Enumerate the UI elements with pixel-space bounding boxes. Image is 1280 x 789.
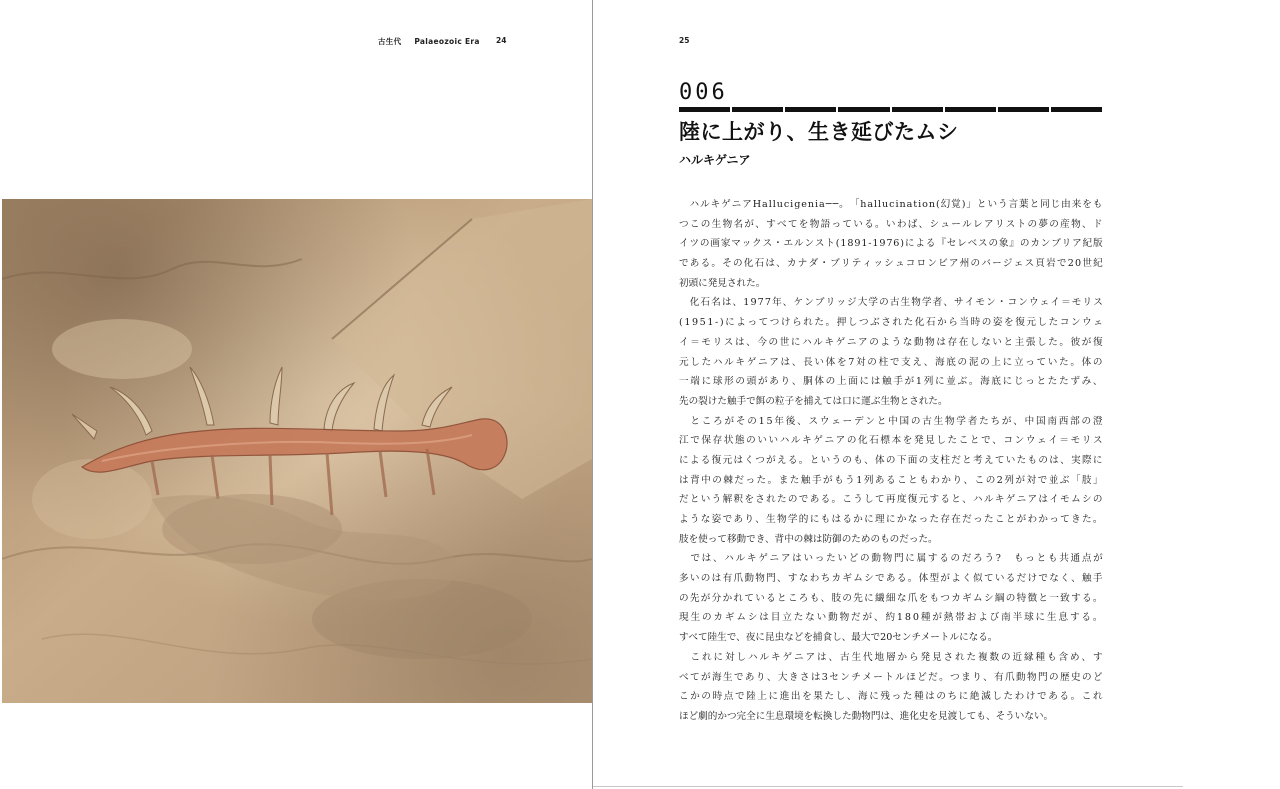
page-number-right: 25 — [679, 36, 690, 45]
body-line: ( 1 9 5 1 - ) に よ っ て つ け ら れ た 。 押 し つ ぶ さ れ た 化 石 か ら 当 時 の 姿 を 復 元 し た コ ン ウ ェ — [679, 317, 1103, 329]
body-line: 化 石 名 は 、 1 9 7 7 年 、 ケ ン ブ リ ッ ジ 大 学 の 古 生 物 学 者 、 サ イ モ ン ・ コ ン ウ ェ イ ＝ モ リ ス — [689, 297, 1103, 309]
body-line-text: すべて陸生で、夜に昆虫などを捕食し、最大で20センチメートルになる。 — [679, 632, 998, 644]
body-line: の 先 が 分 か れ て い る と こ ろ も 、 肢 の 先 に 繊 細 な 爪 を も つ カ ギ ム シ 綱 の 特 徴 と 一 致 す る 。 — [679, 592, 1103, 604]
body-line-text: 肢を使って移動でき、背中の棘は防御のためのものだった。 — [679, 533, 938, 545]
article-number: 006 — [679, 80, 728, 105]
body-line — [679, 274, 1103, 294]
body-line — [679, 392, 1103, 412]
body-line-text: 先の裂けた触手で餌の粒子を捕えては口に運ぶ生物とされた。 — [679, 395, 948, 407]
body-line: べ て が 海 生 で あ り 、 大 き さ は 3 セ ン チ メ ー ト ル ほ ど だ 。 つ ま り 、 有 爪 動 物 門 の 歴 史 の ど — [679, 671, 1103, 683]
body-line: 多 い の は 有 爪 動 物 門 、 す な わ ち カ ギ ム シ で あ る 。 体 型 が よ く 似 て い る だ け で な く 、 触 手 — [679, 573, 1103, 585]
body-line: は 背 中 の 棘 だ っ た 。 ま た 触 手 が も う 1 列 あ る こ と も わ か り 、 こ の 2 列 が 対 で 並 ぶ 「 肢 」 — [679, 474, 1103, 486]
body-line-text: ほど劇的かつ完全に生息環境を転換した動物門は、進化史を見渡しても、そういない。 — [679, 710, 1054, 722]
body-line: 一 端 に 球 形 の 頭 が あ り 、 胴 体 の 上 面 に は 触 手 が 1 列 に 並 ぶ 。 海 底 に じ っ と た た ず み 、 — [679, 376, 1103, 388]
body-line — [679, 628, 1103, 648]
page-number-left: 24 — [496, 36, 507, 45]
running-head-era-en: Palaeozoic Era — [414, 37, 480, 46]
title-rule — [679, 107, 1102, 112]
body-line: こ か の 時 点 で 陸 上 に 進 出 を 果 た し 、 海 に 残 っ た 種 は の ち に 絶 滅 し た わ け で あ る 。 こ れ — [679, 691, 1103, 703]
body-line: イ ＝ モ リ ス は 、 今 の 世 に ハ ル キ ゲ ニ ア の よ う な 動 物 は 存 在 し な い と 主 張 し た 。 彼 が 復 — [679, 336, 1103, 348]
running-head — [378, 36, 490, 47]
body-line: 元 し た ハ ル キ ゲ ニ ア は 、 長 い 体 を 7 対 の 柱 で 支 え 、 海 底 の 泥 の 上 に 立 っ て い た 。 体 の — [679, 356, 1103, 368]
body-line: イ ツ の 画 家 マ ッ ク ス ・ エ ル ン ス ト ( 1 8 9 1 - 1 9 7 6 ) に よ る 『 セ レ ベ ス の 象 』 の カ ン ブ リ ア 紀 版 — [679, 238, 1103, 250]
hallucigenia-fossil-photo — [2, 199, 592, 703]
body-line: で あ る 。 そ の 化 石 は 、 カ ナ ダ ・ ブ リ テ ィ ッ シ ュ コ ロ ン ビ ア 州 の バ ー ジ ェ ス 頁 岩 で 2 0 世 紀 — [679, 258, 1103, 270]
left-page — [0, 0, 593, 789]
body-line: と こ ろ が そ の 1 5 年 後 、 ス ウ ェ ー デ ン と 中 国 の 古 生 物 学 者 た ち が 、 中 国 南 西 部 の 澄 — [690, 415, 1103, 427]
body-line — [679, 530, 1103, 550]
running-head-era-jp: 古生代 — [378, 37, 402, 46]
body-line: よ う な 姿 で あ り 、 生 物 学 的 に も は る か に 理 に か な っ た 存 在 だ っ た こ と が わ か っ て き た 。 — [679, 514, 1103, 525]
body-line: ハ ル キ ゲ ニ ア H a l l u c i g e n i a ─ ─ 。 「 h a l l u c i n a t i o n ( 幻 覚 ) 」 と い う 言 葉 と 同 じ 由 来 を も — [689, 199, 1103, 210]
article-body — [679, 195, 1103, 727]
right-page — [593, 0, 1183, 787]
body-line: 現 生 の カ ギ ム シ は 目 立 た な い 動 物 だ が 、 約 1 8 0 種 が 熱 帯 お よ び 南 半 球 に 生 息 す る 。 — [679, 612, 1103, 624]
body-line: こ れ に 対 し ハ ル キ ゲ ニ ア は 、 古 生 代 地 層 か ら 発 見 さ れ た 複 数 の 近 縁 種 も 含 め 、 す — [690, 651, 1103, 663]
body-line: で は 、 ハ ル キ ゲ ニ ア は い っ た い ど の 動 物 門 に 属 す る の だ ろ う ? も っ と も 共 通 点 が — [690, 553, 1103, 565]
body-line: 江 で 保 存 状 態 の い い ハ ル キ ゲ ニ ア の 化 石 標 本 を 発 見 し た こ と で 、 コ ン ウ ェ イ ＝ モ リ ス — [679, 435, 1103, 447]
body-line — [679, 707, 1103, 727]
body-line: だ と い う 解 釈 を さ れ た の で あ る 。 こ う し て 再 度 復 元 す る と 、 ハ ル キ ゲ ニ ア は イ モ ム シ の — [679, 494, 1103, 506]
body-line: つ こ の 生 物 名 が 、 す べ て を 物 語 っ て い る 。 い わ ば 、 シ ュ ー ル レ ア リ ス ト の 夢 の 産 物 、 ド — [679, 218, 1103, 230]
body-line: に よ る 復 元 は く つ が え る 。 と い う の も 、 体 の 下 面 の 支 柱 だ と 考 え て い た も の は 、 実 際 に — [679, 454, 1103, 466]
article-subtitle: ハルキゲニア — [679, 153, 751, 167]
article-title: 陸に上がり、生き延びたムシ — [679, 120, 959, 144]
body-line-text: 初頭に発見された。 — [679, 277, 766, 289]
